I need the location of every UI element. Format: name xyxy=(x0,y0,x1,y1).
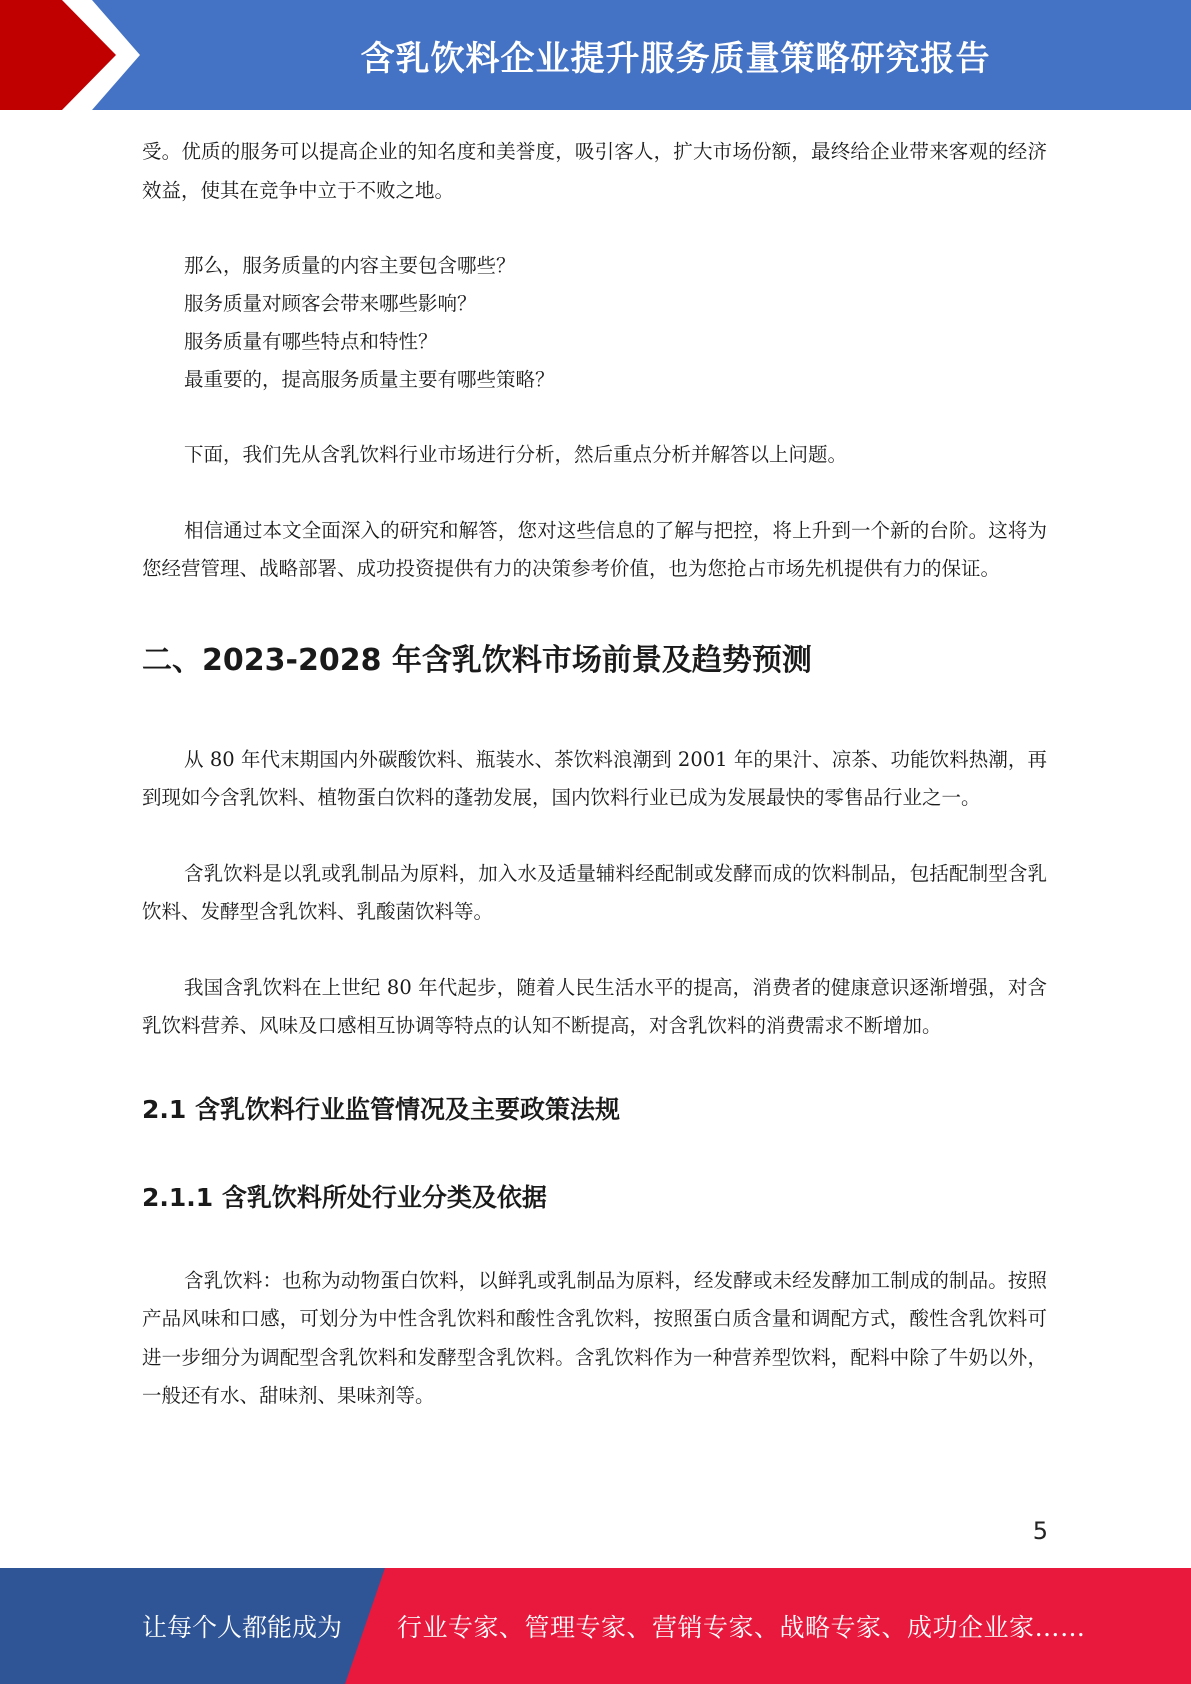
paragraph-next: 下面，我们先从含乳饮料行业市场进行分析，然后重点分析并解答以上问题。 xyxy=(184,443,848,466)
question-item: 最重要的，提高服务质量主要有哪些策略？ xyxy=(184,368,555,391)
section-2-1-1-paragraph: 含乳饮料：也称为动物蛋白饮料，以鲜乳或乳制品为原料，经发酵或未经发酵加工制成的制品。按照产品风味和口感，可划分为中性含乳饮料和酸性含乳饮料，按照蛋白质含量和调配方式，酸性含乳饮料可进一步细分为调配型含乳饮料和发酵型含乳饮料。含乳饮料作为一种营养型饮料，配料中除了牛奶以外，一般还有水、甜味剂、果味剂等。 xyxy=(142,1268,1047,1407)
section-2-paragraph: 从 80 年代末期国内外碳酸饮料、瓶装水、茶饮料浪潮到 2001 年的果汁、凉茶、功能饮料热潮，再到现如今含乳饮料、植物蛋白饮料的蓬勃发展，国内饮料行业已成为发展最快的零售品行业之一。 xyxy=(142,747,1047,809)
page-header xyxy=(0,0,1191,110)
section-2-1-heading: 2.1 含乳饮料行业监管情况及主要政策法规 xyxy=(142,1094,620,1124)
page-footer xyxy=(0,1568,1191,1684)
footer-slogan-left: 让每个人都能成为 xyxy=(142,1613,343,1642)
paragraph-believe: 相信通过本文全面深入的研究和解答，您对这些信息的了解与把控，将上升到一个新的台阶。这将为您经营管理、战略部署、成功投资提供有力的决策参考价值，也为您抢占市场先机提供有力的保证。 xyxy=(142,518,1047,580)
header-chevron-icon xyxy=(0,0,160,110)
question-list xyxy=(142,247,1047,399)
intro-paragraph: 受。优质的服务可以提高企业的知名度和美誉度，吸引客人，扩大市场份额，最终给企业带来客观的经济效益，使其在竞争中立于不败之地。 xyxy=(142,140,1047,202)
section-2-heading: 二、2023-2028 年含乳饮料市场前景及趋势预测 xyxy=(142,642,812,678)
question-item: 那么，服务质量的内容主要包含哪些？ xyxy=(184,254,516,277)
document-body xyxy=(142,133,1047,1416)
page-number: 5 xyxy=(1032,1517,1048,1545)
section-2-1-1-heading: 2.1.1 含乳饮料所处行业分类及依据 xyxy=(142,1182,547,1212)
footer-slogan-right: 行业专家、管理专家、营销专家、战略专家、成功企业家…… xyxy=(397,1613,1086,1642)
report-title: 含乳饮料企业提升服务质量策略研究报告 xyxy=(360,38,991,79)
question-item: 服务质量有哪些特点和特性？ xyxy=(184,330,438,353)
section-2-paragraph: 含乳饮料是以乳或乳制品为原料，加入水及适量辅料经配制或发酵而成的饮料制品，包括配制型含乳饮料、发酵型含乳饮料、乳酸菌饮料等。 xyxy=(142,861,1047,923)
question-item: 服务质量对顾客会带来哪些影响？ xyxy=(184,292,477,315)
section-2-paragraph: 我国含乳饮料在上世纪 80 年代起步，随着人民生活水平的提高，消费者的健康意识逐渐增强，对含乳饮料营养、风味及口感相互协调等特点的认知不断提高，对含乳饮料的消费需求不断增加。 xyxy=(142,975,1047,1037)
